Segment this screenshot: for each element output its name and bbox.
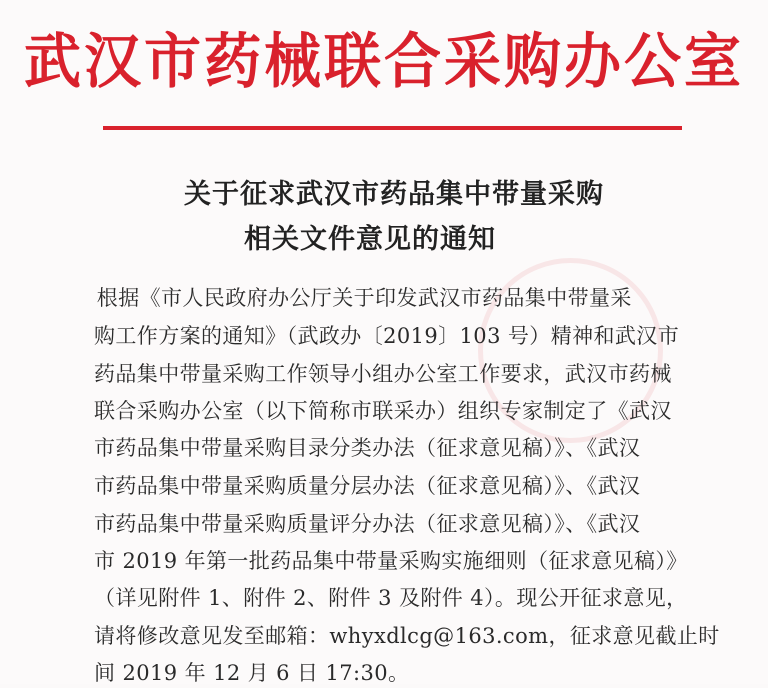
notice-title-line-2: 相关文件意见的通知	[244, 224, 496, 255]
letterhead-red-rule	[103, 126, 682, 130]
body-line: 市药品集中带量采购质量评分办法（征求意见稿）》、《武汉	[94, 512, 641, 536]
body-line: 购工作方案的通知》（武政办〔2019〕103 号）精神和武汉市	[94, 324, 680, 348]
body-line: 市 2019 年第一批药品集中带量采购实施细则（征求意见稿）》	[94, 549, 688, 573]
body-line: 市药品集中带量采购质量分层办法（征求意见稿）》、《武汉	[94, 474, 641, 498]
body-line: 药品集中带量采购工作领导小组办公室工作要求，武汉市药械	[94, 362, 672, 386]
body-line: 联合采购办公室（以下简称市联采办）组织专家制定了《武汉	[94, 399, 672, 423]
body-line: 市药品集中带量采购目录分类办法（征求意见稿）》、《武汉	[94, 436, 641, 460]
notice-title-line-1: 关于征求武汉市药品集中带量采购	[184, 179, 604, 210]
letterhead-org-name: 武汉市药械联合采购办公室	[24, 26, 744, 97]
body-line: 根据《市人民政府办公厅关于印发武汉市药品集中带量采	[54, 286, 632, 310]
body-line: 间 2019 年 12 月 6 日 17:30。	[94, 661, 410, 685]
body-line: 请将修改意见发至邮箱：whyxdlcg@163.com，征求意见截止时	[94, 624, 720, 648]
body-line: （详见附件 1、附件 2、附件 3 及附件 4）。现公开征求意见，	[94, 586, 688, 610]
